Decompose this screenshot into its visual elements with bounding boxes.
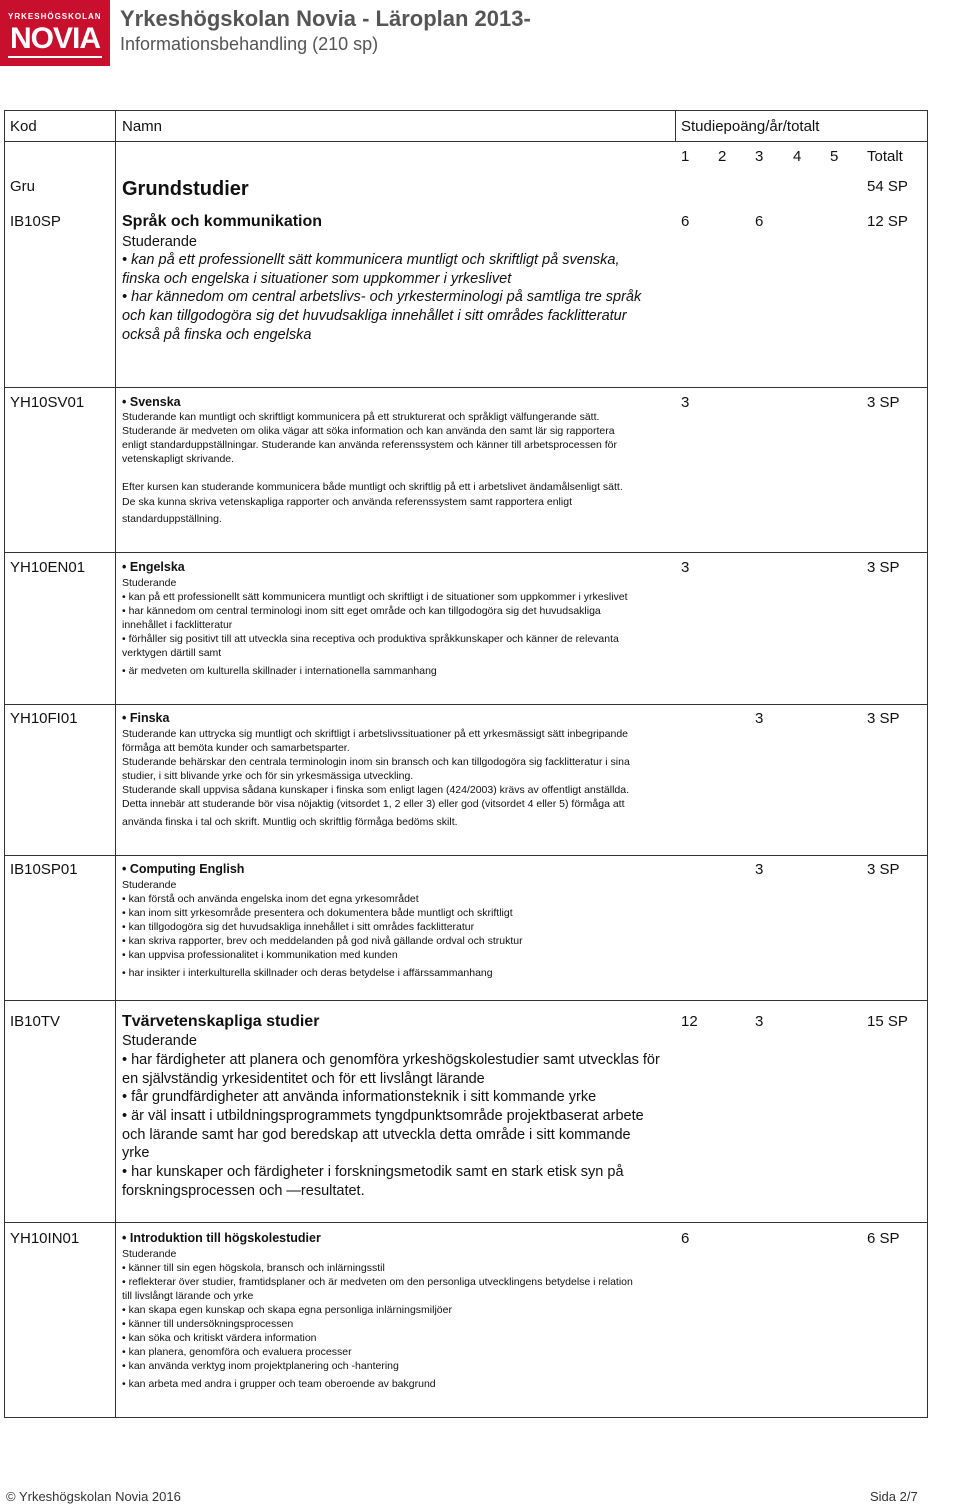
ib10sp01-total: 3 SP	[867, 861, 900, 878]
yh10in01-line: • känner till sin egen högskola, bransch och inlärningsstil	[122, 1262, 385, 1274]
yh10fi01-line: studier, i sitt blivande yrke och för sin yrkesmässiga utveckling.	[122, 770, 414, 782]
gru-total: 54 SP	[867, 178, 908, 195]
yh10fi01-line: Studerande kan uttrycka sig muntligt och skriftligt i arbetslivssituationer på ett yrkesmässigt sätt inbegripande	[122, 728, 628, 740]
ib10sp-total: 12 SP	[867, 213, 908, 230]
yh10in01-line: • känner till undersökningsprocessen	[122, 1318, 294, 1330]
yh10in01-line: • kan arbeta med andra i grupper och team oberoende av bakgrund	[122, 1378, 436, 1390]
ib10tv-line: • har färdigheter att planera och genomföra yrkeshögskolestudier samt utvecklas för	[122, 1052, 660, 1068]
ib10tv-line: • är väl insatt i utbildningsprogrammets tyngdpunktsområde projektbaserat arbete	[122, 1108, 644, 1124]
yh10sv01-line: vetenskapligt skrivande.	[122, 453, 235, 465]
ib10sp-line: • kan på ett professionellt sätt kommunicera muntligt och skriftligt på svenska,	[122, 252, 620, 268]
document-subtitle: Informationsbehandling (210 sp)	[120, 34, 379, 54]
ib10sp01-code: IB10SP01	[10, 861, 78, 878]
yh10fi01-total: 3 SP	[867, 710, 900, 727]
document-title: Yrkeshögskolan Novia - Läroplan 2013-	[120, 6, 531, 31]
ib10sp-line: finska och engelska i situationer som uppkommer i yrkeslivet	[122, 271, 512, 287]
yh10en01-title-text: Engelska	[129, 560, 185, 574]
yh10sv01-code: YH10SV01	[10, 394, 85, 411]
ib10sp01-title: • Computing English	[122, 862, 245, 876]
yh10sv01-line: De ska kunna skriva vetenskapliga rapporter och använda referenssystem samt rapportera enligt	[122, 496, 572, 508]
ib10sp01-line: • kan förstå och använda engelska inom det egna yrkesområdet	[122, 893, 419, 905]
row-divider	[5, 387, 927, 388]
col-header-totalt: Totalt	[867, 148, 903, 165]
ib10sp01-line: • kan uppvisa professionalitet i kommunikation med kunden	[122, 949, 398, 961]
yh10in01-line: • reflekterar över studier, framtidsplaner och är medveten om den personliga utvecklingens betydelse i relation	[122, 1276, 633, 1288]
column-divider	[115, 111, 116, 1417]
ib10tv-code: IB10TV	[10, 1013, 61, 1030]
logo-main-text: NOVIA	[10, 22, 101, 55]
gru-code: Gru	[10, 178, 36, 195]
yh10in01-line: till livslångt lärande och yrke	[122, 1290, 254, 1302]
ib10tv-line: yrke	[122, 1145, 150, 1161]
ib10sp-year3: 6	[755, 213, 764, 230]
yh10en01-line: innehållet i facklitteratur	[122, 619, 233, 631]
footer-page-number: Sida 2/7	[870, 1489, 918, 1504]
yh10en01-line: • kan på ett professionellt sätt kommunicera muntligt och skriftligt i de situationer som uppkommer i yrkeslivet	[122, 591, 628, 603]
yh10in01-total: 6 SP	[867, 1230, 900, 1247]
yh10fi01-year3: 3	[755, 710, 764, 727]
yh10in01-year1: 6	[681, 1230, 690, 1247]
yh10in01-studerande: Studerande	[122, 1248, 177, 1260]
ib10tv-line: och lärande samt har god beredskap att utveckla detta område i sitt kommande	[122, 1127, 631, 1143]
row-divider	[5, 855, 927, 856]
yh10sv01-line: standarduppställning.	[122, 513, 222, 525]
yh10sv01-line: Studerande är medveten om olika vägar att söka information och kan använda den samt lär sig rapportera	[122, 425, 615, 437]
yh10fi01-title-text: Finska	[129, 711, 170, 725]
gru-title: Grundstudier	[122, 178, 249, 200]
yh10sv01-total: 3 SP	[867, 394, 900, 411]
yh10fi01-title: • Finska	[122, 711, 170, 725]
ib10sp01-line: • kan inom sitt yrkesområde presentera och dokumentera både muntligt och skriftligt	[122, 907, 513, 919]
col-header-year-2: 2	[718, 148, 727, 165]
ib10sp01-title-text: Computing English	[129, 862, 245, 876]
col-header-year-1: 1	[681, 148, 690, 165]
yh10in01-line: • kan skapa egen kunskap och skapa egna personliga inlärningsmiljöer	[122, 1304, 452, 1316]
yh10fi01-line: Detta innebär att studerande bör visa nöjaktig (vitsordet 1, 2 eller 3) eller god (vitsordet 4 eller 5) förmåga att	[122, 798, 625, 810]
ib10tv-line: • har kunskaper och färdigheter i forskningsmetodik samt en stark etisk syn på	[122, 1164, 624, 1180]
ib10tv-title: Tvärvetenskapliga studier	[122, 1013, 320, 1030]
yh10sv01-title: • Svenska	[122, 395, 181, 409]
yh10en01-line: • har kännedom om central terminologi inom sitt eget område och kan tillgodogöra sig det huvudsakliga	[122, 605, 601, 617]
yh10in01-line: • kan planera, genomföra och evaluera processer	[122, 1346, 352, 1358]
ib10tv-line: • får grundfärdigheter att använda informationsteknik i sitt kommande yrke	[122, 1089, 597, 1105]
column-divider	[675, 111, 676, 141]
ib10sp01-line: • kan tillgodogöra sig det huvudsakliga innehållet i sitt områdes facklitteratur	[122, 921, 475, 933]
yh10in01-title: • Introduktion till högskolestudier	[122, 1231, 321, 1245]
row-divider	[5, 141, 927, 142]
ib10sp-line: också på finska och engelska	[122, 327, 312, 343]
ib10sp-studerande: Studerande	[122, 234, 197, 250]
ib10sp-title: Språk och kommunikation	[122, 213, 323, 230]
yh10en01-year1: 3	[681, 559, 690, 576]
ib10sp-line: • har kännedom om central arbetslivs- och yrkesterminologi på samtliga tre språk	[122, 289, 642, 305]
yh10en01-line: verktygen därtill samt	[122, 647, 222, 659]
ib10tv-line: forskningsprocessen och —resultatet.	[122, 1183, 365, 1199]
ib10tv-total: 15 SP	[867, 1013, 908, 1030]
page-header	[0, 0, 960, 66]
yh10fi01-code: YH10FI01	[10, 710, 78, 727]
yh10sv01-line: Studerande kan muntligt och skriftligt kommunicera på ett strukturerat och språkligt välfungerande sätt.	[122, 411, 600, 423]
ib10tv-line: en självständig yrkesidentitet och för ett livslångt lärande	[122, 1071, 485, 1087]
yh10in01-title-text: Introduktion till högskolestudier	[129, 1231, 321, 1245]
ib10sp-line: och kan tillgodogöra sig det huvudsakliga innehållet i sitt områdes facklitteratur	[122, 308, 627, 324]
yh10in01-line: • kan söka och kritiskt värdera information	[122, 1332, 317, 1344]
ib10sp01-line: • har insikter i interkulturella skillnader och deras betydelse i affärssammanhang	[122, 967, 493, 979]
col-header-year-5: 5	[830, 148, 839, 165]
ib10sp01-line: • kan skriva rapporter, brev och meddelanden på god nivå gällande ordval och struktur	[122, 935, 523, 947]
yh10sv01-line: enligt standarduppställningar. Studerande kan använda referenssystem och känner till arbetsprocessen för	[122, 439, 617, 451]
yh10fi01-line: Studerande behärskar den centrala terminologin inom sin bransch och kan tillgodogöra sig facklitteratur i sina	[122, 756, 630, 768]
ib10sp-year1: 6	[681, 213, 690, 230]
ib10tv-studerande: Studerande	[122, 1033, 197, 1049]
row-divider	[5, 552, 927, 553]
ib10sp-code: IB10SP	[10, 213, 61, 230]
yh10fi01-line: använda finska i tal och skrift. Muntlig och skriftlig förmåga bedöms skilt.	[122, 816, 458, 828]
yh10en01-line: • är medveten om kulturella skillnader i internationella sammanhang	[122, 665, 437, 677]
logo-underline	[8, 56, 102, 58]
col-header-namn: Namn	[122, 118, 163, 135]
col-header-kod: Kod	[10, 118, 37, 135]
footer-copyright: © Yrkeshögskolan Novia 2016	[6, 1489, 181, 1504]
ib10tv-year1: 12	[681, 1013, 698, 1030]
yh10sv01-line: Efter kursen kan studerande kommunicera både muntligt och skriftlig på ett i arbetslivet ändamålsenligt sätt.	[122, 481, 623, 493]
row-divider	[5, 1222, 927, 1223]
yh10en01-code: YH10EN01	[10, 559, 86, 576]
logo-top-text: YRKESHÖGSKOLAN	[8, 12, 102, 21]
novia-logo	[0, 0, 110, 66]
ib10sp01-studerande: Studerande	[122, 879, 177, 891]
yh10fi01-line: förmåga att bemöta kunder och samarbetsparter.	[122, 742, 350, 754]
yh10in01-line: • kan använda verktyg inom projektplanering och -hantering	[122, 1360, 399, 1372]
ib10sp01-year3: 3	[755, 861, 764, 878]
yh10fi01-line: Studerande skall uppvisa sådana kunskaper i finska som enligt lagen (424/2003) krävs av offentligt anställda.	[122, 784, 630, 796]
yh10en01-line: • förhåller sig positivt till att utveckla sina receptiva och produktiva språkkunskaper och känner de relevanta	[122, 633, 619, 645]
col-header-year-3: 3	[755, 148, 764, 165]
yh10en01-title: • Engelska	[122, 560, 185, 574]
yh10en01-studerande: Studerande	[122, 577, 177, 589]
col-header-studiepoang: Studiepoäng/år/totalt	[681, 118, 820, 135]
yh10sv01-title-text: Svenska	[129, 395, 181, 409]
yh10sv01-year1: 3	[681, 394, 690, 411]
row-divider	[5, 704, 927, 705]
ib10tv-year3: 3	[755, 1013, 764, 1030]
col-header-year-4: 4	[793, 148, 802, 165]
row-divider	[5, 1000, 927, 1001]
yh10en01-total: 3 SP	[867, 559, 900, 576]
yh10in01-code: YH10IN01	[10, 1230, 80, 1247]
